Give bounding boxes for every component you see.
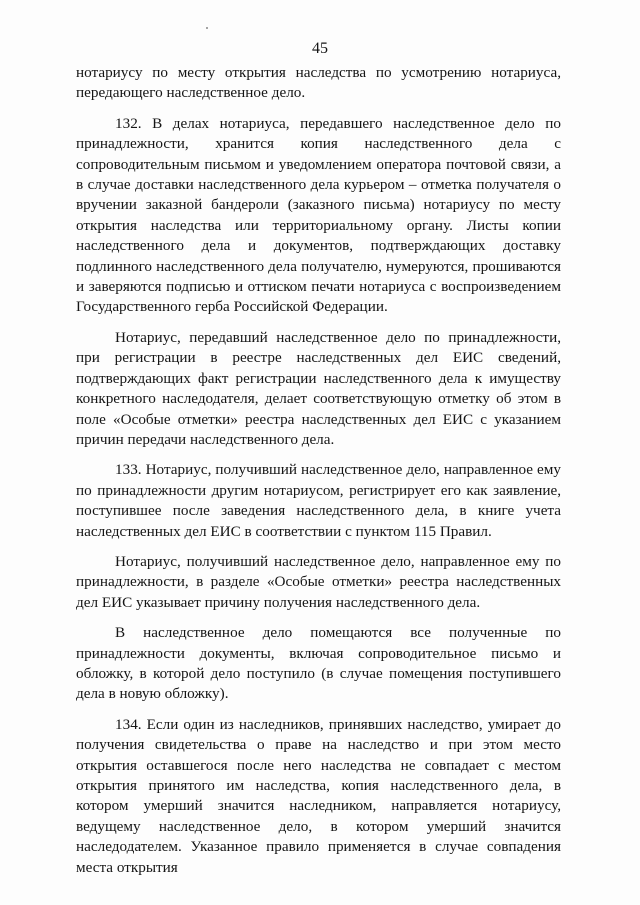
paragraph-continuation: нотариусу по месту открытия наследства по усмотрению нотариуса, передающего наследственное дело. <box>76 64 561 102</box>
paragraph-133-special-marks: Нотариус, получивший наследственное дело, направленное ему по принадлежности, в разделе «Особые отметки» реестра наследственных дел ЕИС указывает причину получения наследственного дела. <box>76 552 561 611</box>
paragraph-132-registration: Нотариус, передавший наследственное дело по принадлежности, при регистрации в реестре наследственных дел ЕИС сведений, подтверждающих факт регистрации наследственного дела к имуществу конкретного наследодателя, делает соответствующую отметку об этом в поле «Особые отметки» реестра наследственных дел ЕИС с указанием причин передачи наследственного дела. <box>76 328 561 448</box>
page-number: 45 <box>312 40 328 57</box>
paragraph-132: 132. В делах нотариуса, передавшего наследственное дело по принадлежности, хранится копия наследственного дела с сопроводительным письмом и уведомлением оператора почтовой связи, а в случае доставки наследственного дела курьером – отметка получателя о вручении заказной бандероли (заказного письма) нотариусу по месту открытия наследства или территориальному органу. Листы копии наследственного дела и документов, подтверждающих доставку подлинного наследственного дела получателю, нумеруются, прошиваются и заверяются подписью и оттиском печати нотариуса с воспроизведением Государственного герба Российской Федерации. <box>76 114 561 316</box>
scan-speck <box>206 27 208 29</box>
paragraph-133-documents: В наследственное дело помещаются все полученные по принадлежности документы, включая сопроводительное письмо и обложку, в которой дело поступило (в случае помещения поступившего дела в новую обложку). <box>76 624 561 703</box>
paragraph-133: 133. Нотариус, получивший наследственное дело, направленное ему по принадлежности другим нотариусом, регистрирует его как заявление, поступившее после заведения наследственного дела, в книге учета наследственных дел ЕИС в соответствии с пунктом 115 Правил. <box>76 461 561 540</box>
paragraph-134: 134. Если один из наследников, принявших наследство, умирает до получения свидетельства о праве на наследство и при этом место открытия оставшегося после него наследства не совпадает с местом открытия принятого им наследства, копия наследственного дела, в котором умерший значится наследником, направляется нотариусу, ведущему наследственное дело, в котором умерший значится наследодателем. Указанное правило применяется в случае совпадения места открытия <box>76 715 561 876</box>
body-text <box>76 63 561 878</box>
